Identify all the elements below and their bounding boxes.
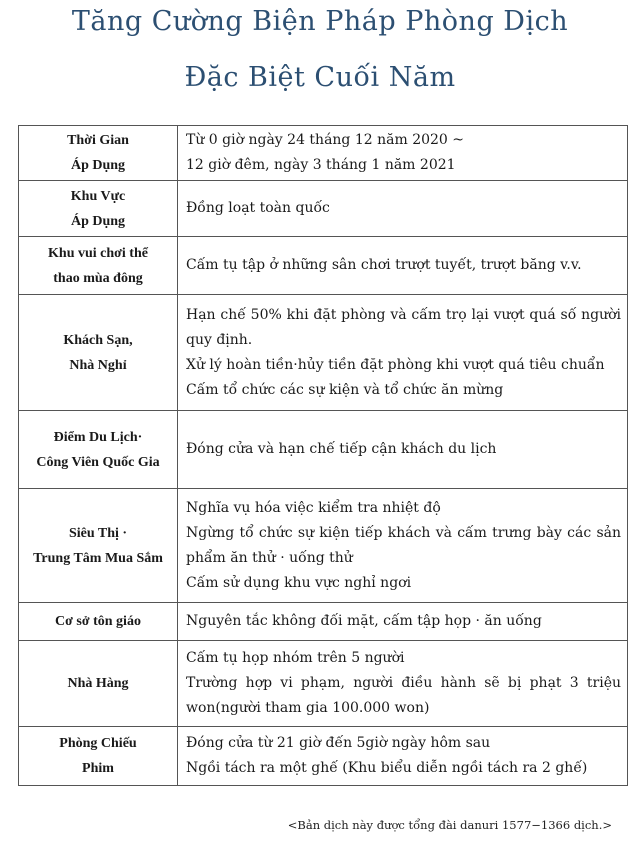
- content-line: Từ 0 giờ ngày 24 tháng 12 năm 2020 ~: [186, 132, 465, 148]
- row-heading: [19, 295, 178, 411]
- content-line: Xử lý hoàn tiền·hủy tiền đặt phòng khi vượt quá tiêu chuẩn: [186, 356, 605, 373]
- row-heading-line: Nhà Nghỉ: [69, 357, 127, 373]
- content-line: Nghĩa vụ hóa việc kiểm tra nhiệt độ: [186, 499, 441, 516]
- row-heading-line: thao mùa đông: [53, 270, 143, 286]
- row-heading-line: Áp Dụng: [70, 213, 126, 229]
- content-line: Cấm sử dụng khu vực nghỉ ngơi: [186, 574, 412, 591]
- row-heading: [19, 411, 178, 489]
- content-line: Đóng cửa từ 21 giờ đến 5giờ ngày hôm sau: [186, 735, 491, 751]
- row-heading-line: Phòng Chiếu: [59, 736, 137, 751]
- row-heading-line: Thời Gian: [67, 133, 129, 148]
- translation-footnote: <Bản dịch này được tổng đài danuri 1577−1366 dịch.>: [287, 818, 612, 832]
- measures-table: [18, 125, 628, 786]
- row-content: [178, 489, 628, 603]
- table-row: [19, 641, 628, 727]
- table-row: [19, 603, 628, 641]
- page-subtitle: Đặc Biệt Cuối Năm: [184, 62, 456, 93]
- row-heading-line: Áp Dụng: [70, 158, 126, 173]
- content-line: Cấm tụ họp nhóm trên 5 người: [186, 650, 405, 666]
- row-heading-line: Khu Vực: [70, 188, 126, 204]
- row-content: [178, 295, 628, 411]
- content-line: Ngồi tách ra một ghế (Khu biểu diễn ngồi tách ra 2 ghế): [186, 760, 588, 776]
- table-row: [19, 126, 628, 181]
- row-heading: [19, 641, 178, 727]
- table-row: [19, 489, 628, 603]
- row-heading-line: Khách Sạn,: [63, 332, 133, 348]
- row-heading-line: Siêu Thị ·: [68, 525, 128, 541]
- content-line: Trường hợp vi phạm, người điều hành sẽ bị phạt 3 triệu won(người tham gia 100.000 won): [186, 675, 621, 716]
- row-heading: [19, 181, 178, 237]
- row-heading: [19, 489, 178, 603]
- page-title: Tăng Cường Biện Pháp Phòng Dịch: [71, 6, 569, 37]
- content-line: Đồng loạt toàn quốc: [186, 200, 330, 216]
- content-line: Đóng cửa và hạn chế tiếp cận khách du lịch: [186, 441, 497, 457]
- row-heading-line: Phim: [82, 761, 114, 776]
- row-content: [178, 727, 628, 786]
- row-content: [178, 126, 628, 181]
- content-line: Nguyên tắc không đối mặt, cấm tập họp · ăn uống: [186, 613, 542, 629]
- content-line: Cấm tổ chức các sự kiện và tổ chức ăn mừng: [186, 381, 504, 398]
- row-content: [178, 411, 628, 489]
- row-heading-line: Nhà Hàng: [67, 676, 129, 691]
- row-content: [178, 237, 628, 295]
- content-line: Ngừng tổ chức sự kiện tiếp khách và cấm trưng bày các sản phẩm ăn thử · uống thử: [186, 524, 621, 566]
- row-content: [178, 603, 628, 641]
- row-heading: [19, 237, 178, 295]
- row-heading-line: Trung Tâm Mua Sắm: [33, 550, 163, 566]
- content-line: 12 giờ đêm, ngày 3 tháng 1 năm 2021: [186, 157, 456, 173]
- content-line: Hạn chế 50% khi đặt phòng và cấm trọ lại vượt quá số người quy định.: [186, 306, 621, 348]
- row-content: [178, 181, 628, 237]
- table-row: [19, 411, 628, 489]
- table-row: [19, 237, 628, 295]
- table-row: [19, 295, 628, 411]
- row-heading-line: Cơ sở tôn giáo: [55, 614, 141, 629]
- row-heading: [19, 126, 178, 181]
- row-heading-line: Công Viên Quốc Gia: [36, 454, 160, 470]
- row-heading: [19, 727, 178, 786]
- row-heading-line: Khu vui chơi thể: [48, 245, 148, 261]
- table-row: [19, 181, 628, 237]
- row-heading: [19, 603, 178, 641]
- row-heading-line: Điểm Du Lịch·: [53, 429, 143, 445]
- row-content: [178, 641, 628, 727]
- table-row: [19, 727, 628, 786]
- content-line: Cấm tụ tập ở những sân chơi trượt tuyết, trượt băng v.v.: [186, 257, 582, 273]
